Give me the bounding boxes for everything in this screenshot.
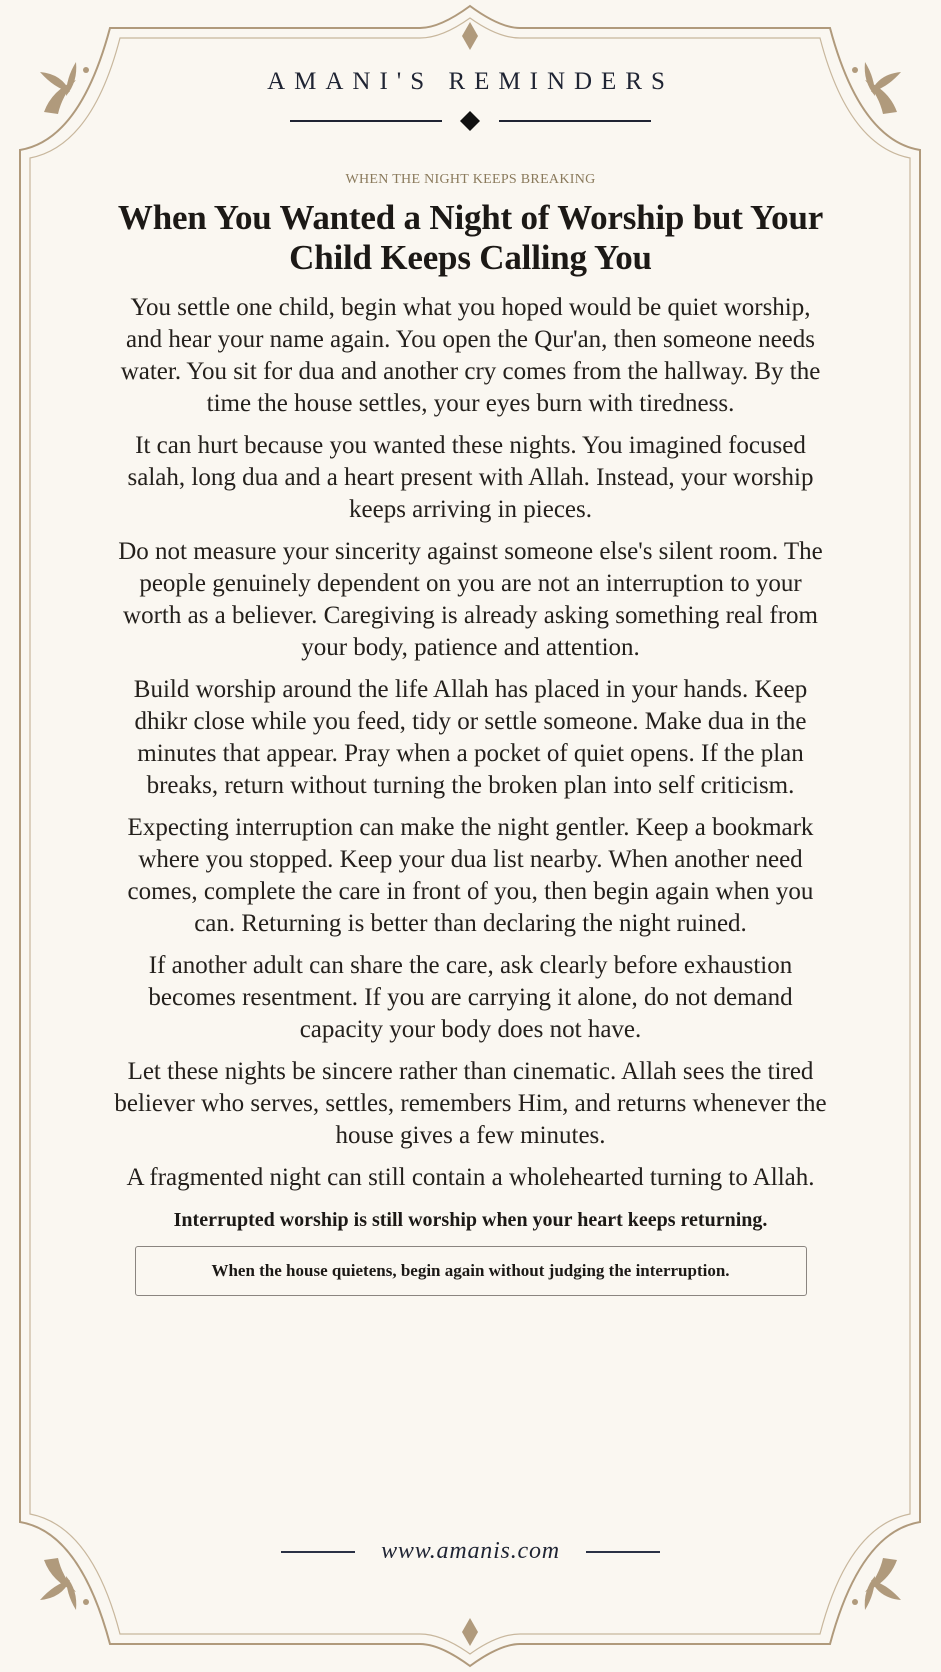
bottom-diamond-ornament (462, 1618, 478, 1646)
top-diamond-ornament (462, 22, 478, 50)
paragraph-3: Do not measure your sincerity against someone else's silent room. The people genuinely dependent on you are not an interruption to your worth as a believer. Caregiving is already asking something real from your body, patience and attention. (118, 538, 823, 661)
brand-divider (290, 108, 651, 134)
paragraph-6: If another adult can share the care, ask clearly before exhaustion becomes resentment. If you are carrying it alone, do not demand capacity your body does not have. (148, 952, 793, 1043)
section-kicker: WHEN THE NIGHT KEEPS BREAKING (345, 172, 596, 187)
brand-name: AMANI'S REMINDERS (267, 68, 674, 95)
paragraph-8: A fragmented night can still contain a wholehearted turning to Allah. (126, 1164, 815, 1191)
paragraph-4: Build worship around the life Allah has placed in your hands. Keep dhikr close while you feed, tidy or settle someone. Make dua in the minutes that appear. Pray when a pocket of quiet opens. If the plan breaks, return without turning the broken plan into self criticism. (133, 676, 808, 799)
article (112, 172, 829, 1296)
callout-box: When the house quietens, begin again without judging the interruption. (135, 1246, 807, 1296)
corner-flourish-bottom-left (40, 1558, 89, 1610)
article-title: When You Wanted a Night of Worship but Your Child Keeps Calling You (117, 198, 824, 277)
divider-diamond-icon (460, 111, 480, 131)
footer (0, 1538, 941, 1565)
footer-rule-right (586, 1551, 660, 1553)
paragraph-1: You settle one child, begin what you hoped would be quiet worship, and hear your name again. You open the Qur'an, then someone needs water. You sit for dua and another cry comes from the hallway. By the time the house settles, your eyes burn with tiredness. (120, 294, 821, 417)
closing-statement: Interrupted worship is still worship when your heart keeps returning. (173, 1209, 768, 1231)
paragraph-2: It can hurt because you wanted these nights. You imagined focused salah, long dua and a heart present with Allah. Instead, your worship keeps arriving in pieces. (127, 432, 814, 523)
paragraph-7: Let these nights be sincere rather than cinematic. Allah sees the tired believer who serves, settles, remembers Him, and returns whenever the house gives a few minutes. (114, 1058, 827, 1149)
footer-rule-left (281, 1551, 355, 1553)
footer-website-link[interactable]: www.amanis.com (381, 1538, 560, 1564)
paragraph-5: Expecting interruption can make the night gentler. Keep a bookmark where you stopped. Keep your dua list nearby. When another need comes, complete the care in front of you, then begin again when you can. Returning is better than declaring the night ruined. (127, 814, 814, 937)
corner-flourish-bottom-right (852, 1558, 901, 1610)
